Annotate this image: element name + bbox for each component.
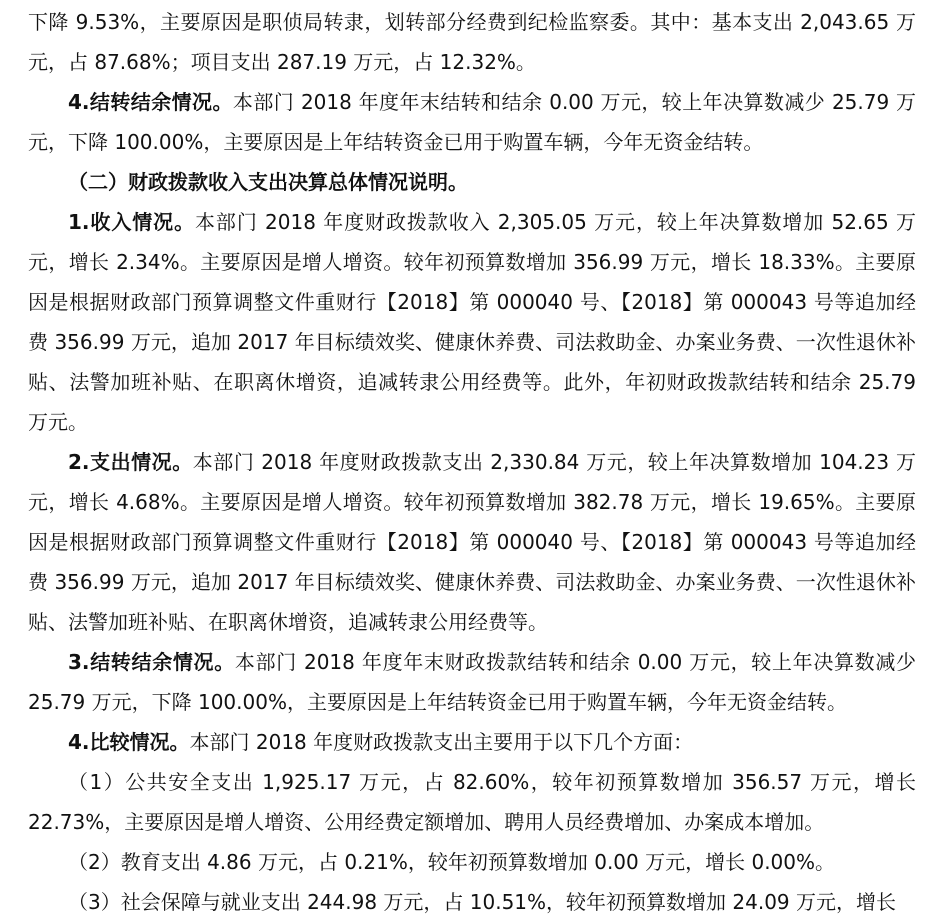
list-item-public-security [28,762,916,842]
document-body [28,2,916,915]
paragraph-lead: 4.比较情况。 [68,730,190,754]
paragraph-fiscal-carryover [28,642,916,722]
paragraph-expenditure [28,442,916,642]
paragraph-text: 本部门 2018 年度财政拨款收入 2,305.05 万元，较上年决算数增加 52.65 万元，增长 2.34%。主要原因是增人增资。较年初预算数增加 356.99 万元，增长 18.33%。主要原因是根据财政部门预算调整文件重财行【2018】第 000040 号、【2018】第 000043 号等追加经费 356.99 万元，追加 2017 年目标绩效奖、健康休养费、司法救助金、办案业务费、一次性退休补贴、法警加班补贴、在职离休增资，追减转隶公用经费等。此外，年初财政拨款结转和结余 25.79 万元。 [28,210,916,434]
paragraph-text: 本部门 2018 年度年末财政拨款结转和结余 0.00 万元，较上年决算数减少 25.79 万元，下降 100.00%，主要原因是上年结转资金已用于购置车辆，今年无资金结转。 [28,650,917,714]
paragraph-income [28,202,916,442]
paragraph-expenditure-continuation [28,2,916,82]
list-item-text: （2）教育支出 4.86 万元，占 0.21%，较年初预算数增加 0.00 万元，增长 0.00%。 [68,850,836,874]
paragraph-carryover-balance [28,82,916,162]
paragraph-lead: 1.收入情况。 [68,210,196,234]
paragraph-comparison [28,722,916,762]
paragraph-text: 下降 9.53%，主要原因是职侦局转隶，划转部分经费到纪检监察委。其中：基本支出 2,043.65 万元，占 87.68%；项目支出 287.19 万元，占 12.32%。 [28,10,916,74]
paragraph-lead: 4.结转结余情况。 [68,90,233,114]
section-heading-text: （二）财政拨款收入支出决算总体情况说明。 [68,170,468,194]
paragraph-text: 本部门 2018 年度年末结转和结余 0.00 万元，较上年决算数减少 25.79 万元，下降 100.00%，主要原因是上年结转资金已用于购置车辆，今年无资金结转。 [28,90,916,154]
list-item-education [28,842,916,882]
list-item-text: （3）社会保障与就业支出 244.98 万元，占 10.51%，较年初预算数增加 24.09 万元，增长 [68,890,897,914]
section-heading [28,162,916,202]
list-item-text: （1）公共安全支出 1,925.17 万元，占 82.60%，较年初预算数增加 356.57 万元，增长 22.73%，主要原因是增人增资、公用经费定额增加、聘用人员经费增加、办案成本增加。 [28,770,916,834]
paragraph-text: 本部门 2018 年度财政拨款支出主要用于以下几个方面： [189,730,694,754]
paragraph-text: 本部门 2018 年度财政拨款支出 2,330.84 万元，较上年决算数增加 104.23 万元，增长 4.68%。主要原因是增人增资。较年初预算数增加 382.78 万元，增长 19.65%。主要原因是根据财政部门预算调整文件重财行【2018】第 000040 号、【2018】第 000043 号等追加经费 356.99 万元，追加 2017 年目标绩效奖、健康休养费、司法救助金、办案业务费、一次性退休补贴、法警加班补贴、在职离休增资，追减转隶公用经费等。 [28,450,916,634]
list-item-social-security [28,882,916,915]
paragraph-lead: 2.支出情况。 [68,450,193,474]
paragraph-lead: 3.结转结余情况。 [68,650,235,674]
